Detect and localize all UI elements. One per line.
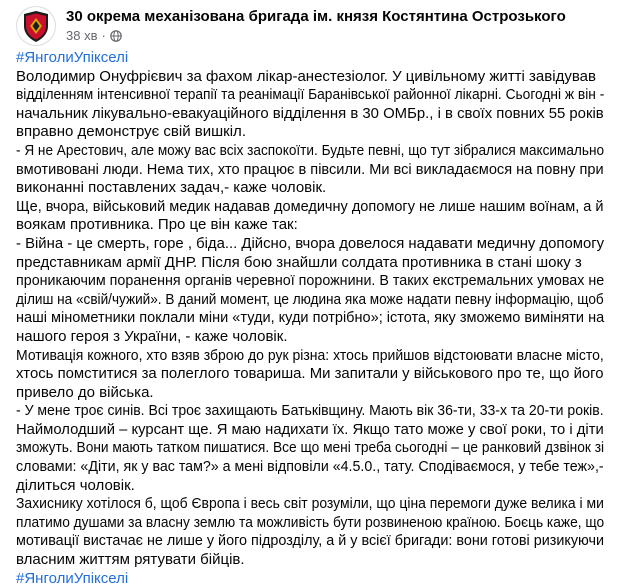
page-avatar[interactable] [16,6,56,46]
post-body [16,49,604,588]
post-text-line: начальник лікувально-евакуаційного відділення в 30 ОМБр., і в своїх повних 55 років [16,104,604,122]
post-text-line: Наймолодший – курсант ще. Я маю надихати їх. Якщо тато може у свої роки, то і діти [16,420,604,438]
post-header [16,6,616,46]
post-text-line: власним життям рятувати бійців. [16,551,245,569]
post-text-line: Ще, вчора, військовий медик надавав домедичну допомогу не лише нашим воїнам, а й [16,197,604,215]
post-text-line: платимо душами за власну землю та можливість бути розвиненою країною. Боєць каже, що [16,513,605,531]
post-text-line: хтось помститися за полеглого товариша. Ми запитали у військового про те, що його [16,365,604,383]
hashtag-link[interactable]: #ЯнголиУпікселі [16,569,129,587]
post-text-line: відділенням інтенсивної терапії та реанімації Баранівської районної лікарні. Сьогодні ж він - [16,86,605,104]
post-text-line: привело до війська. [16,383,154,401]
meta-separator: · [101,28,106,43]
post-text-line: зможуть. Вони мають татком пишатися. Все що мені треба сьогодні – це ранковий дзвінок зі [16,439,605,457]
post-text-line: - Я не Арестович, але можу вас всіх заспокоїти. Будьте певні, що тут зібралися максимально [16,141,605,159]
hashtag-link[interactable]: #ЯнголиУпікселі [16,49,129,66]
post-text-line: мотивації вистачає не лише у його підрозділу, а й у всієї бригади: вони готові ризикуючи [16,532,605,550]
post-text-line: Мотивація кожного, хто взяв зброю до рук різна: хтось прийшов відстоювати власне місто, [16,346,604,364]
post-text-line: Захиснику хотілося б, щоб Європа і весь світ розуміли, що ціна перемоги дуже велика і ми [16,495,604,513]
post-text-line: вправно демонструє свій вишкіл. [16,123,246,141]
post-text-line: вмотивовані люди. Нема тих, хто працює в півсили. Ми всі викладаємося на повну при [16,160,604,178]
brigade-emblem-icon [17,7,55,45]
post-text-line: - У мене троє синів. Всі троє захищають Батьківщину. Мають вік 36-ти, 33-х та 20-ти років. [16,402,604,420]
post-text-line: представникам армії ДНР. Після бою знайшли солдата противника в стані шоку з [16,253,582,271]
post-text-line: виконанні поставлених задач,- каже чоловік. [16,179,327,197]
post-meta [66,28,122,43]
post-text-line: воякам противника. Про це він каже так: [16,216,298,234]
post-text-line: проникаючим поранення органів черевної порожнини. В таких екстремальних умовах не [16,272,605,290]
post-text-line: словами: «Діти, як у вас там?» а мені відповіли «4.5.0., тату. Сподіваємося, у тебе теж»,- [16,458,604,476]
post-text-line: ділиш на «свій/чужий». В даний момент, це людина яка може надати певну інформацію, щоб [16,290,604,308]
globe-icon [110,30,122,42]
post-text-line: - Війна - це смерть, горе , біда... Дійсно, вчора довелося надавати медичну допомогу [16,234,605,252]
post-text-line: наші мінометники поклали міни «туди, куди потрібно»; істота, яку зможемо виміняти на [16,309,605,327]
post-text-line: Володимир Онуфрієвич за фахом лікар-анестезіолог. У цивільному житті завідував [16,67,596,85]
post-text-line: нашого героя з України, - каже чоловік. [16,327,288,345]
post-timestamp[interactable]: 38 хв [66,28,98,43]
page-name-link[interactable]: 30 окрема механізована бригада ім. князя Костянтина Острозького [66,8,566,25]
post-text-line: ділиться чоловік. [16,476,135,494]
